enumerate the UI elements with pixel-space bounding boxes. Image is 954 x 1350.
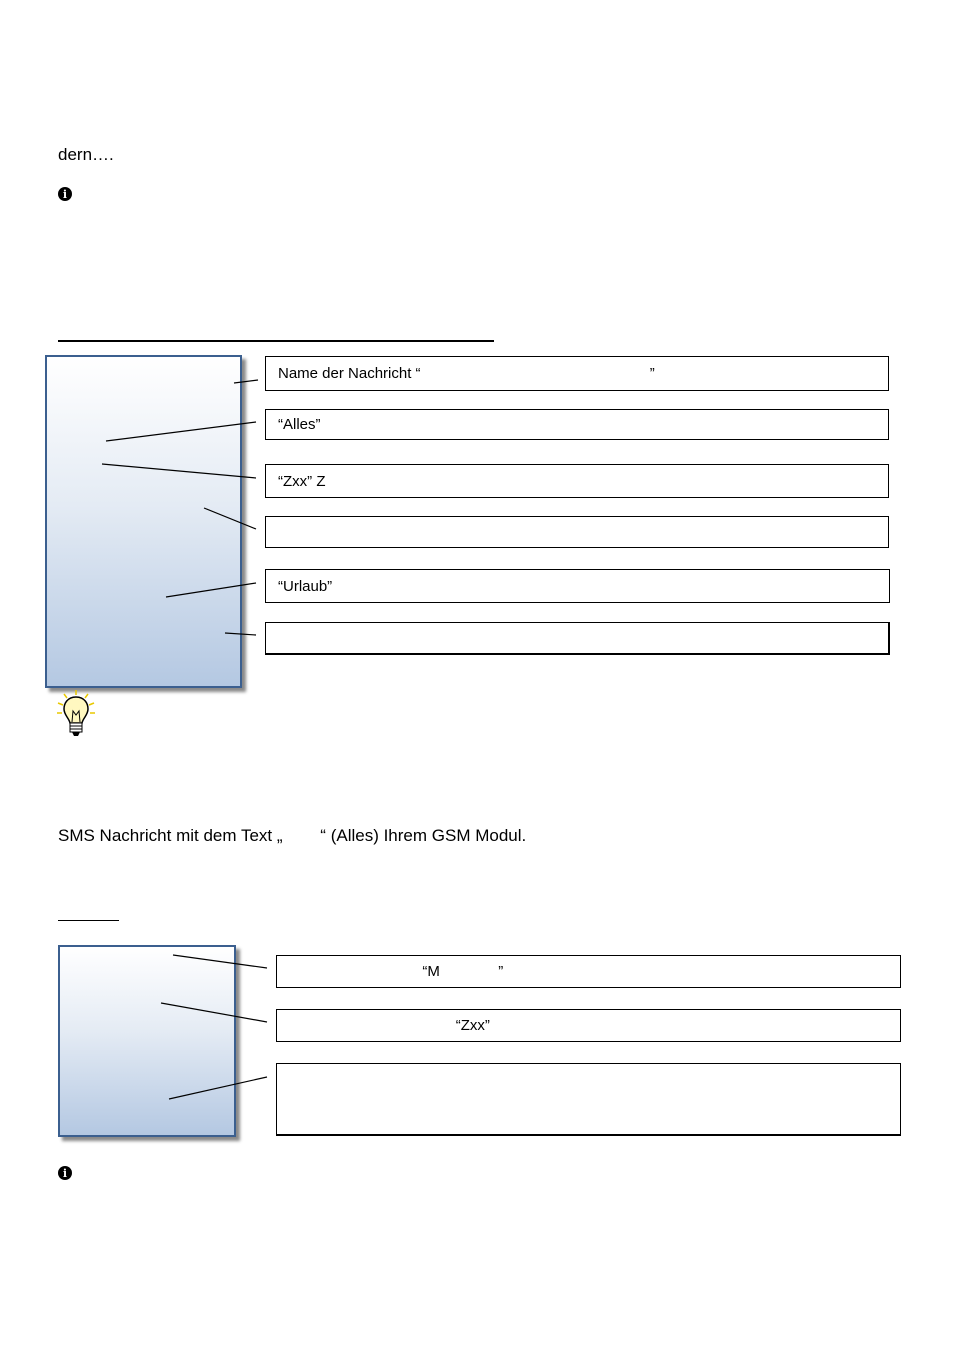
callout-urlaub: “Urlaub” (265, 569, 890, 603)
callout-zxx: “Zxx” Z (265, 464, 889, 498)
callout-m: “M ” (276, 955, 901, 988)
connector-line (169, 1077, 267, 1099)
connector-line (225, 633, 256, 635)
sms-instruction: SMS Nachricht mit dem Text „ “ (Alles) Ihrem GSM Modul. (58, 826, 527, 845)
connector-line (166, 583, 256, 597)
info-icon: i (58, 187, 72, 201)
info-icon: i (58, 1166, 72, 1180)
callout-message-name: Name der Nachricht “ ” (265, 356, 889, 391)
connector-line (204, 508, 256, 529)
text-fragment: dern…. (58, 145, 114, 164)
callout-alles: “Alles” (265, 409, 889, 440)
connector-line (173, 955, 267, 968)
connector-line (102, 464, 256, 478)
connector-line (106, 422, 256, 441)
connector-line (234, 380, 258, 383)
connector-line (161, 1003, 267, 1022)
callout-zxx-2: “Zxx” (276, 1009, 901, 1042)
